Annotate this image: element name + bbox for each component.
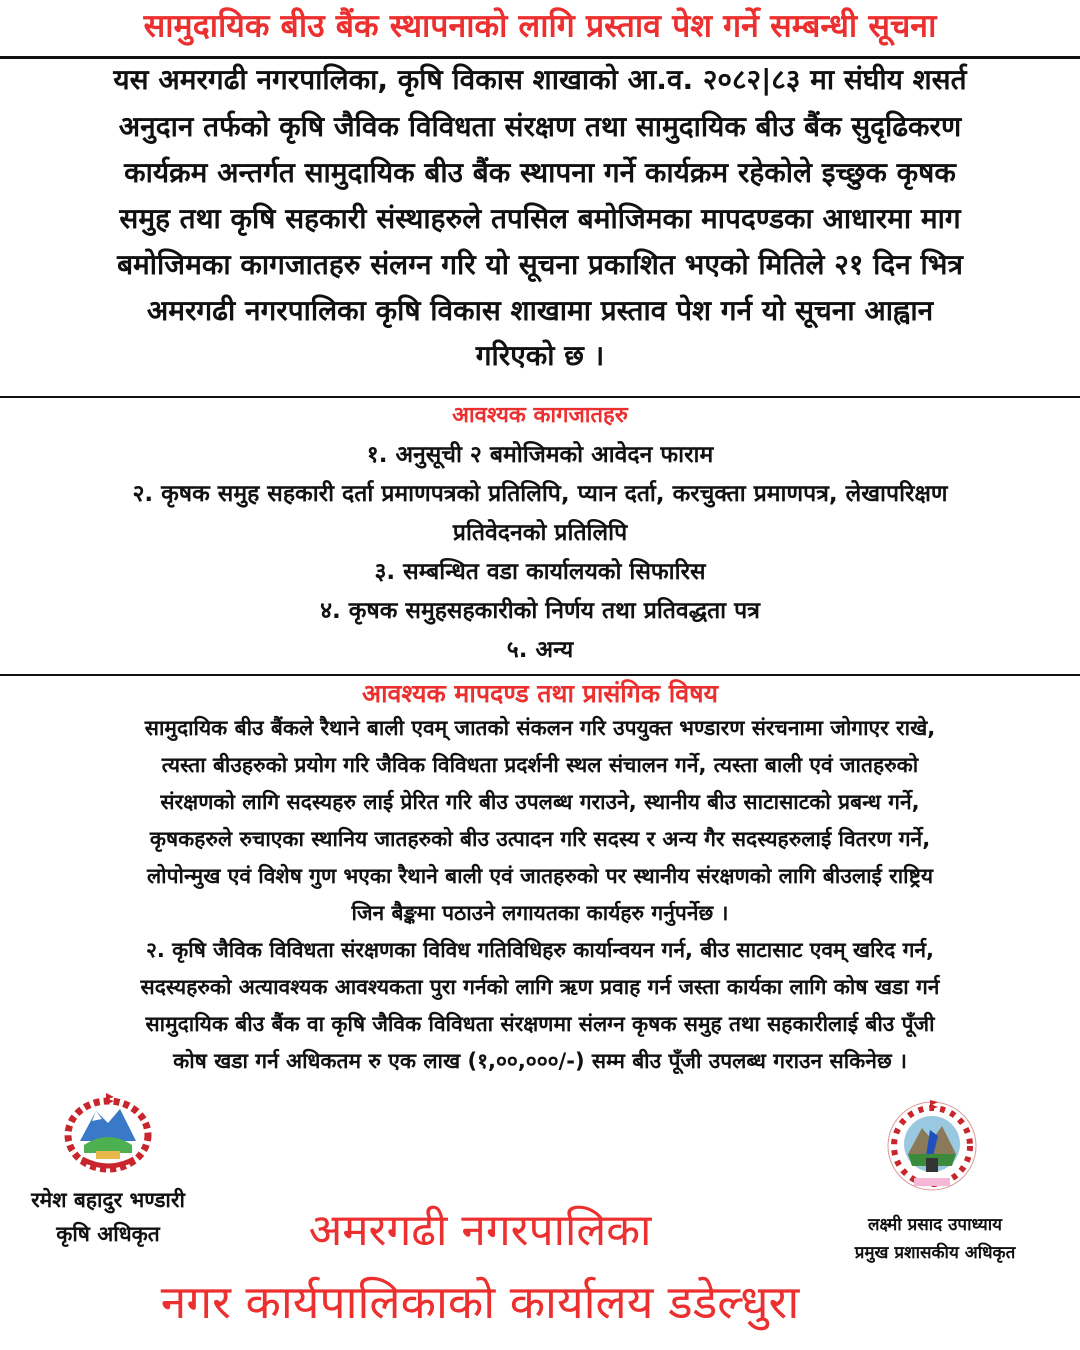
criteria-line: लोपोन्मुख एवं विशेष गुण भएका रैथाने बाली एवं जातहरुको पर स्थानीय संरक्षणको लागि बीउलाई राष्ट्रिय bbox=[146, 864, 934, 888]
criteria-line: कृषकहरुले रुचाएका स्थानिय जातहरुको बीउ उत्पादन गरि सदस्य र अन्य गैर सदस्यहरुलाई वितरण गर्ने, bbox=[149, 827, 931, 851]
intro-line: बमोजिमका कागजातहरु संलग्न गरि यो सूचना प्रकाशित भएको मितिले २१ दिन भित्र bbox=[117, 248, 963, 281]
criteria-line: त्यस्ता बीउहरुको प्रयोग गरि जैविक विविधता प्रदर्शनी स्थल संचालन गर्ने, त्यस्ता बाली एवं जातहरुको bbox=[161, 753, 919, 777]
criteria-line: कोष खडा गर्न अधिकतम रु एक लाख (१,००,०००/-) सम्म बीउ पूँजी उपलब्ध गराउन सकिनेछ । bbox=[173, 1049, 907, 1073]
criteria-heading: आवश्यक मापदण्ड तथा प्रासंगिक विषय bbox=[361, 679, 719, 708]
document-item: १. अनुसूची २ बमोजिमको आवेदन फाराम bbox=[366, 442, 714, 468]
criteria-line: २. कृषि जैविक विविधता संरक्षणका विविध गतिविधिहरु कार्यान्वयन गर्न, बीउ साटासाट एवम् खरिद गर्न, bbox=[145, 938, 935, 962]
divider bbox=[0, 56, 1080, 59]
left-signatory-role: कृषि अधिकृत bbox=[56, 1222, 160, 1246]
criteria-line: जिन बैङ्कमा पठाउने लगायतका कार्यहरु गर्नुपर्नेछ । bbox=[351, 901, 729, 925]
footer-municipality-name: अमरगढी नगरपालिका bbox=[308, 1205, 652, 1256]
divider bbox=[0, 396, 1080, 398]
intro-line: अनुदान तर्फको कृषि जैविक विविधता संरक्षण तथा सामुदायिक बीउ बैंक सुदृढिकरण bbox=[118, 110, 962, 143]
intro-line: गरिएको छ । bbox=[475, 339, 605, 372]
intro-line: समुह तथा कृषि सहकारी संस्थाहरुले तपसिल बमोजिमका मापदण्डका आधारमा माग bbox=[119, 202, 961, 235]
document-item: प्रतिवेदनको प्रतिलिपि bbox=[452, 520, 628, 546]
document-item: २. कृषक समुह सहकारी दर्ता प्रमाणपत्रको प्रतिलिपि, प्यान दर्ता, करचुक्ता प्रमाणपत्र, लेखापरिक्षण bbox=[132, 481, 948, 507]
municipality-logo-icon bbox=[884, 1100, 980, 1196]
left-signatory-name: रमेश बहादुर भण्डारी bbox=[31, 1188, 185, 1212]
document-item: ३. सम्बन्धित वडा कार्यालयको सिफारिस bbox=[374, 559, 706, 585]
intro-line: अमरगढी नगरपालिका कृषि विकास शाखामा प्रस्ताव पेश गर्न यो सूचना आह्वान bbox=[146, 294, 934, 327]
intro-line: कार्यक्रम अन्तर्गत सामुदायिक बीउ बैंक स्थापना गर्ने कार्यक्रम रहेकोले इच्छुक कृषक bbox=[124, 156, 956, 189]
criteria-line: संरक्षणको लागि सदस्यहरु लाई प्रेरित गरि बीउ उपलब्ध गराउने, स्थानीय बीउ साटासाटको प्रबन्ध गर्ने, bbox=[160, 790, 920, 814]
document-item: ५. अन्य bbox=[506, 637, 574, 663]
right-signatory-name: लक्ष्मी प्रसाद उपाध्याय bbox=[868, 1215, 1002, 1235]
documents-heading: आवश्यक कागजातहरु bbox=[452, 403, 628, 428]
footer-office-name: नगर कार्यपालिकाको कार्यालय डडेल्धुरा bbox=[160, 1275, 800, 1329]
document-item: ४. कृषक समुहसहकारीको निर्णय तथा प्रतिवद्धता पत्र bbox=[320, 598, 760, 624]
intro-line: यस अमरगढी नगरपालिका, कृषि विकास शाखाको आ.व. २०८२|८३ मा संघीय शसर्त bbox=[113, 63, 967, 96]
criteria-line: सामुदायिक बीउ बैंकले रैथाने बाली एवम् जातको संकलन गरि उपयुक्त भण्डारण संरचनामा जोगाएर राखे, bbox=[144, 716, 936, 740]
nepal-government-emblem-icon bbox=[62, 1093, 154, 1173]
right-signatory-role: प्रमुख प्रशासकीय अधिकृत bbox=[854, 1243, 1016, 1263]
notice-title: सामुदायिक बीउ बैंक स्थापनाको लागि प्रस्ताव पेश गर्ने सम्बन्धी सूचना bbox=[143, 6, 937, 45]
criteria-line: सामुदायिक बीउ बैंक वा कृषि जैविक विविधता संरक्षणमा संलग्न कृषक समुह तथा सहकारीलाई बीउ पूँजी bbox=[145, 1012, 935, 1036]
criteria-line: सदस्यहरुको अत्यावश्यक आवश्यकता पुरा गर्नको लागि ऋण प्रवाह गर्न जस्ता कार्यका लागि कोष खडा गर्न bbox=[140, 975, 940, 999]
